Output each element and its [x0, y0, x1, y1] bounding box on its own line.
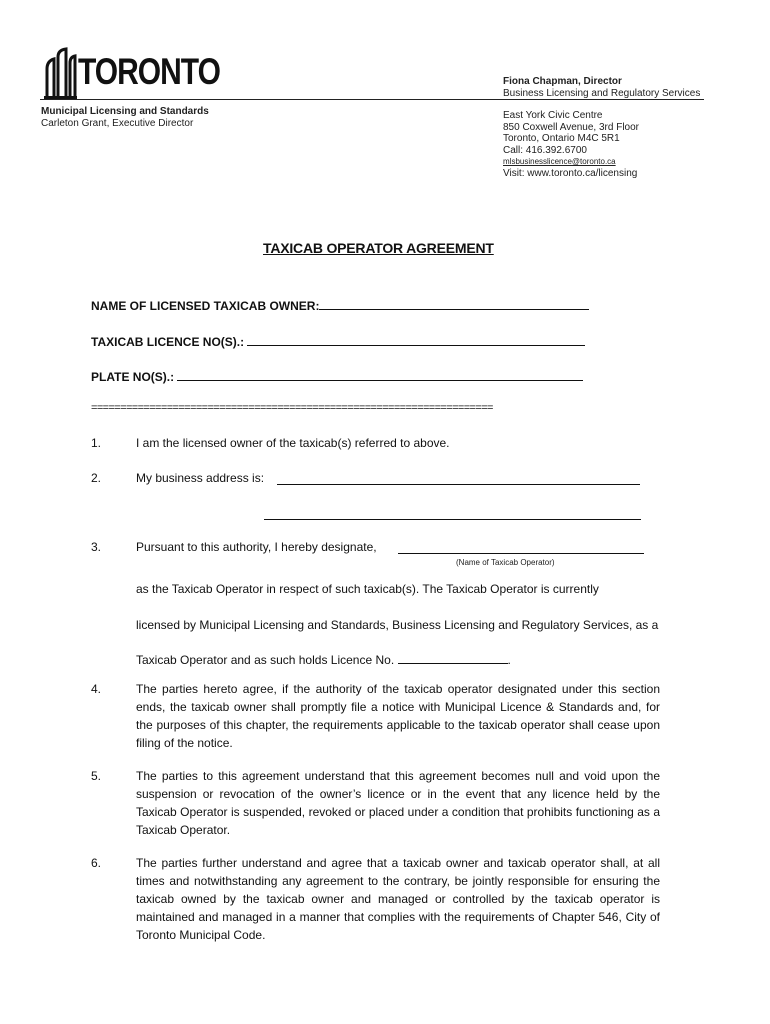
address-input-line-1[interactable]: [277, 473, 640, 485]
period: .: [507, 653, 511, 667]
licence-no-text: Taxicab Operator and as such holds Licence No.: [136, 653, 395, 667]
owner-label: NAME OF LICENSED TAXICAB OWNER:: [91, 299, 320, 313]
address-input-line-2[interactable]: [264, 508, 641, 520]
plate-field: [91, 369, 583, 384]
division-block: [41, 106, 209, 129]
item-text-continued: as the Taxicab Operator in respect of such taxicab(s). The Taxicab Operator is currently: [136, 582, 599, 596]
website-line: Visit: www.toronto.ca/licensing: [503, 167, 638, 179]
separator-line: =====================================================================: [91, 402, 493, 414]
item-number: 5.: [91, 769, 102, 783]
licence-label: TAXICAB LICENCE NO(S).:: [91, 335, 245, 349]
executive-name: Carleton Grant, Executive Director: [41, 117, 194, 129]
owner-input-line[interactable]: [319, 298, 589, 310]
plate-input-line[interactable]: [177, 369, 583, 381]
header-rule: [40, 99, 704, 100]
licence-field: [91, 334, 585, 349]
item-number: 4.: [91, 682, 102, 696]
city-hall-icon: [44, 47, 78, 99]
item-number: 2.: [91, 471, 102, 485]
address-line: 850 Coxwell Avenue, 3rd Floor: [503, 121, 640, 133]
item-text: Pursuant to this authority, I hereby designate,: [136, 540, 377, 554]
licence-no-input-line[interactable]: [398, 652, 508, 664]
operator-name-caption: (Name of Taxicab Operator): [456, 558, 555, 567]
item-text: The parties hereto agree, if the authority of the taxicab operator designated under this section ends, the taxicab owner shall promptly file a notice with Municipal Licence & Standards and, for the purposes of this chapter, the requirements applicable to the taxicab operator shall cease upon filing of the notice.: [136, 682, 660, 750]
item-text: My business address is:: [136, 471, 265, 485]
director-name: Fiona Chapman, Director: [503, 76, 622, 87]
operator-name-input-line[interactable]: [398, 542, 644, 554]
division-name: Municipal Licensing and Standards: [41, 106, 209, 117]
page-title: TAXICAB OPERATOR AGREEMENT: [263, 240, 494, 256]
licence-input-line[interactable]: [247, 334, 585, 346]
address-line: East York Civic Centre: [503, 110, 603, 121]
plate-label: PLATE NO(S).:: [91, 370, 175, 384]
owner-field: [91, 298, 589, 313]
item-text-continued: [136, 652, 511, 667]
item-number: 3.: [91, 540, 102, 554]
phone-line: Call: 416.392.6700: [503, 144, 587, 156]
city-logo: [44, 47, 220, 99]
item-number: 6.: [91, 856, 102, 870]
director-block: [503, 76, 700, 99]
item-text: The parties to this agreement understand that this agreement becomes null and void upon the suspension or revocation of the owner’s licence or in the event that any licence held by the Taxicab Operator is suspended, revoked or placed under a condition that prohibits functioning as a Taxicab Operator.: [136, 769, 660, 837]
director-unit: Business Licensing and Regulatory Services: [503, 87, 701, 99]
item-text-continued: licensed by Municipal Licensing and Standards, Business Licensing and Regulatory Services, as a: [136, 618, 659, 632]
item-text: The parties further understand and agree that a taxicab owner and taxicab operator shall, at all times and notwithstanding any agreement to the contrary, be jointly responsible for ensuring the taxicab owned by the taxicab owner and managed or controlled by the taxicab operator is maintained and managed in a manner that complies with the requirements of Chapter 546, City of Toronto Municipal Code.: [136, 856, 660, 942]
email-link[interactable]: mlsbusinesslicence@toronto.ca: [503, 157, 616, 166]
item-number: 1.: [91, 436, 102, 450]
item-text: I am the licensed owner of the taxicab(s) referred to above.: [136, 436, 450, 450]
contact-block: [503, 110, 639, 179]
address-line: Toronto, Ontario M4C 5R1: [503, 133, 620, 144]
logo-wordmark: TORONTO: [78, 51, 220, 93]
